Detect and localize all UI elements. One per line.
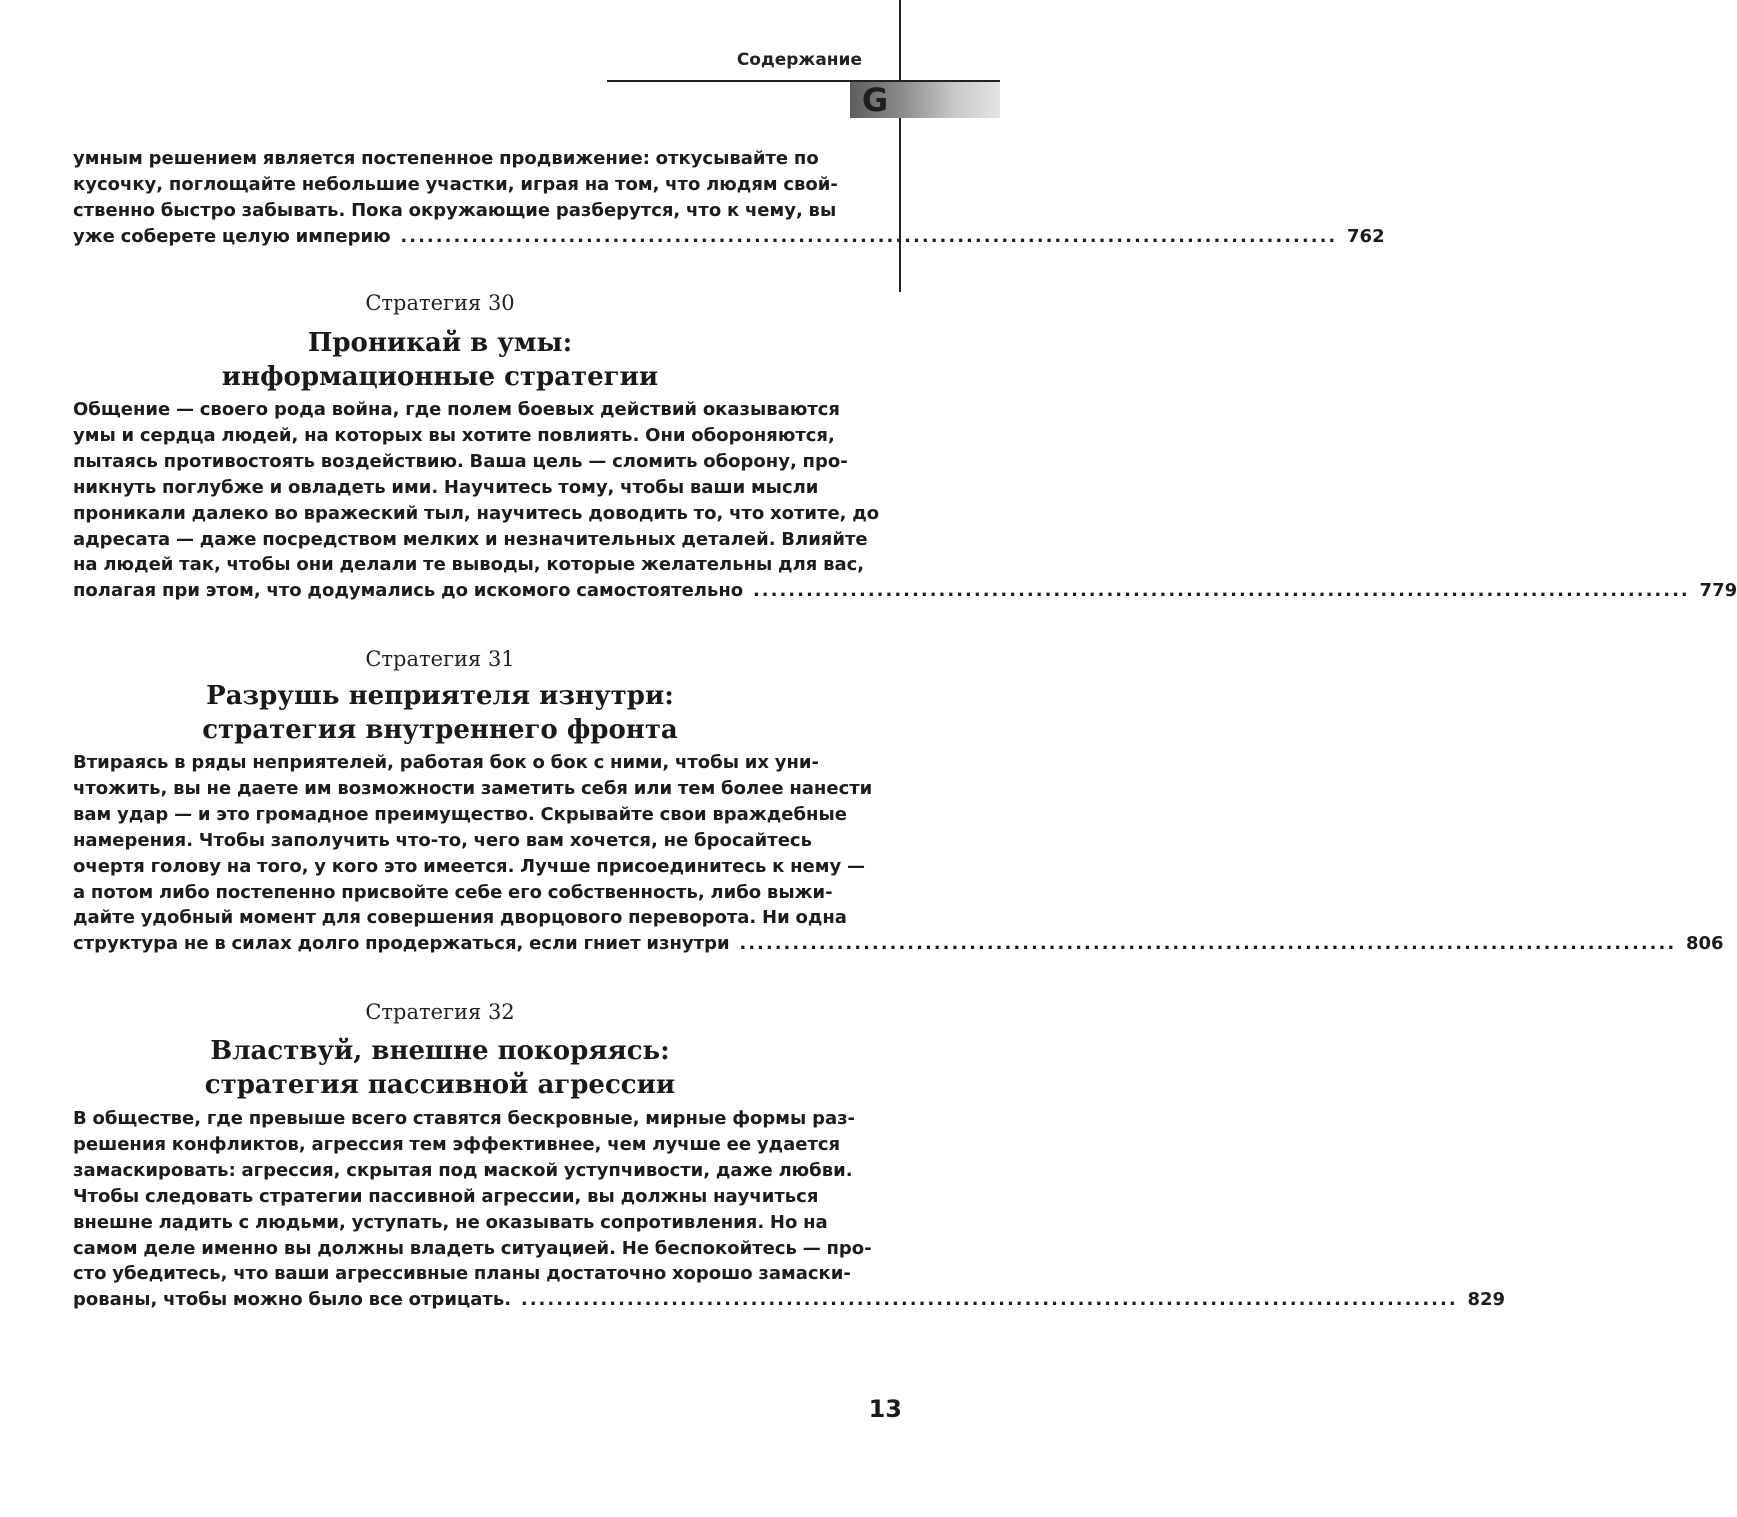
strategy-title	[0, 679, 880, 747]
paragraph-line: Чтобы следовать стратегии пассивной агрессии, вы должны научиться	[73, 1185, 819, 1207]
paragraph-line: Общение — своего рода война, где полем боевых действий оказываются	[73, 399, 840, 420]
paragraph-line: никнуть поглубже и овладеть ими. Научитесь тому, чтобы ваши мысли	[73, 476, 819, 498]
toc-leader-dots: ..........................................................................................................	[400, 225, 1338, 247]
paragraph-line: очертя голову на того, у кого это имеется. Лучше присоединитесь к нему —	[73, 855, 865, 877]
paragraph-line: кусочку, поглощайте небольшие участки, играя на том, что людям свой-	[73, 173, 838, 195]
paragraph-line: вам удар — и это громадное преимущество. Скрывайте свои враждебные	[73, 803, 847, 825]
strategy-number: Стратегия 32	[365, 1000, 515, 1024]
paragraph-line: чтожить, вы не даете им возможности заметить себя или тем более нанести	[73, 777, 873, 799]
toc-page-number: 806	[1685, 933, 1724, 955]
toc-page-number: 762	[1347, 225, 1385, 247]
toc-entry-row	[73, 931, 1724, 957]
paragraph-line: дайте удобный момент для совершения дворцового переворота. Ни одна	[73, 907, 847, 929]
paragraph-line: намерения. Чтобы заполучить что-то, чего вам хочется, не бросайтесь	[73, 829, 812, 851]
paragraph-line: ственно быстро забывать. Пока окружающие разберутся, что к чему, вы	[73, 199, 837, 221]
paragraph-line: Втираясь в ряды неприятелей, работая бок о бок с ними, чтобы их уни-	[73, 752, 820, 773]
paragraph-line: самом деле именно вы должны владеть ситуацией. Не беспокойтесь — про-	[73, 1237, 872, 1259]
paragraph-line: а потом либо постепенно присвойте себе его собственность, либо выжи-	[73, 881, 833, 903]
strategy-description	[73, 1106, 1506, 1313]
toc-entry-text: уже соберете целую империю	[73, 225, 391, 247]
strategy-title-line: Разрушь неприятеля изнутри:	[206, 681, 674, 711]
paragraph-line: сто убедитесь, что ваши агрессивные планы достаточно хорошо замаски-	[73, 1263, 851, 1285]
running-head-title: Содержание	[736, 50, 862, 70]
strategy-title	[0, 1034, 880, 1102]
strategy-number: Стратегия 30	[365, 291, 515, 315]
strategy-number: Стратегия 31	[365, 647, 515, 671]
paragraph-line: внешне ладить с людьми, уступать, не оказывать сопротивления. Но на	[73, 1211, 828, 1233]
toc-leader-dots: ..........................................................................................................	[739, 933, 1677, 955]
toc-page-number: 829	[1467, 1289, 1506, 1311]
strategy-title	[0, 326, 880, 394]
strategy-title-line: стратегия внутреннего фронта	[202, 715, 678, 745]
paragraph-line: В обществе, где превыше всего ставятся бескровные, мирные формы раз-	[73, 1108, 856, 1129]
paragraph-line: умным решением является постепенное продвижение: откусывайте по	[73, 148, 819, 169]
toc-entry-row	[73, 224, 1385, 250]
paragraph-line: проникали далеко во вражеский тыл, научитесь доводить то, что хотите, до	[73, 502, 880, 524]
page-number: 13	[868, 1395, 902, 1423]
toc-page-number: 779	[1699, 580, 1737, 602]
strategy-title-line: информационные стратегии	[221, 362, 659, 392]
header-vertical-rule	[899, 0, 901, 292]
toc-entry-row	[73, 578, 1737, 604]
paragraph-line: решения конфликтов, агрессия тем эффективнее, чем лучше ее удается	[73, 1133, 841, 1155]
strategy-title-line: Проникай в умы:	[307, 328, 573, 358]
strategy-title-line: Властвуй, внешне покоряясь:	[210, 1036, 670, 1066]
toc-entry-text: структура не в силах долго продержаться, если гниет изнутри	[73, 933, 730, 955]
toc-entry-text: рованы, чтобы можно было все отрицать.	[73, 1289, 512, 1311]
paragraph-line: замаскировать: агрессия, скрытая под маской уступчивости, даже любви.	[73, 1159, 853, 1181]
strategy-description	[73, 750, 1724, 957]
paragraph-line: на людей так, чтобы они делали те выводы, которые желательны для вас,	[73, 554, 865, 576]
paragraph-line: адресата — даже посредством мелких и незначительных деталей. Влияйте	[73, 528, 868, 550]
strategy-title-line: стратегия пассивной агрессии	[204, 1070, 676, 1100]
paragraph-line: пытаясь противостоять воздействию. Ваша цель — сломить оборону, про-	[73, 450, 848, 472]
toc-leader-dots: ..........................................................................................................	[752, 580, 1690, 602]
intro-paragraph	[73, 146, 1385, 250]
toc-entry-text: полагая при этом, что додумались до искомого самостоятельно	[73, 580, 744, 602]
toc-leader-dots: ..........................................................................................................	[520, 1289, 1458, 1311]
paragraph-line: умы и сердца людей, на которых вы хотите повлиять. Они обороняются,	[73, 424, 835, 446]
chapter-tab-letter: G	[861, 81, 889, 119]
toc-entry-row	[73, 1287, 1506, 1313]
strategy-description	[73, 397, 1737, 604]
